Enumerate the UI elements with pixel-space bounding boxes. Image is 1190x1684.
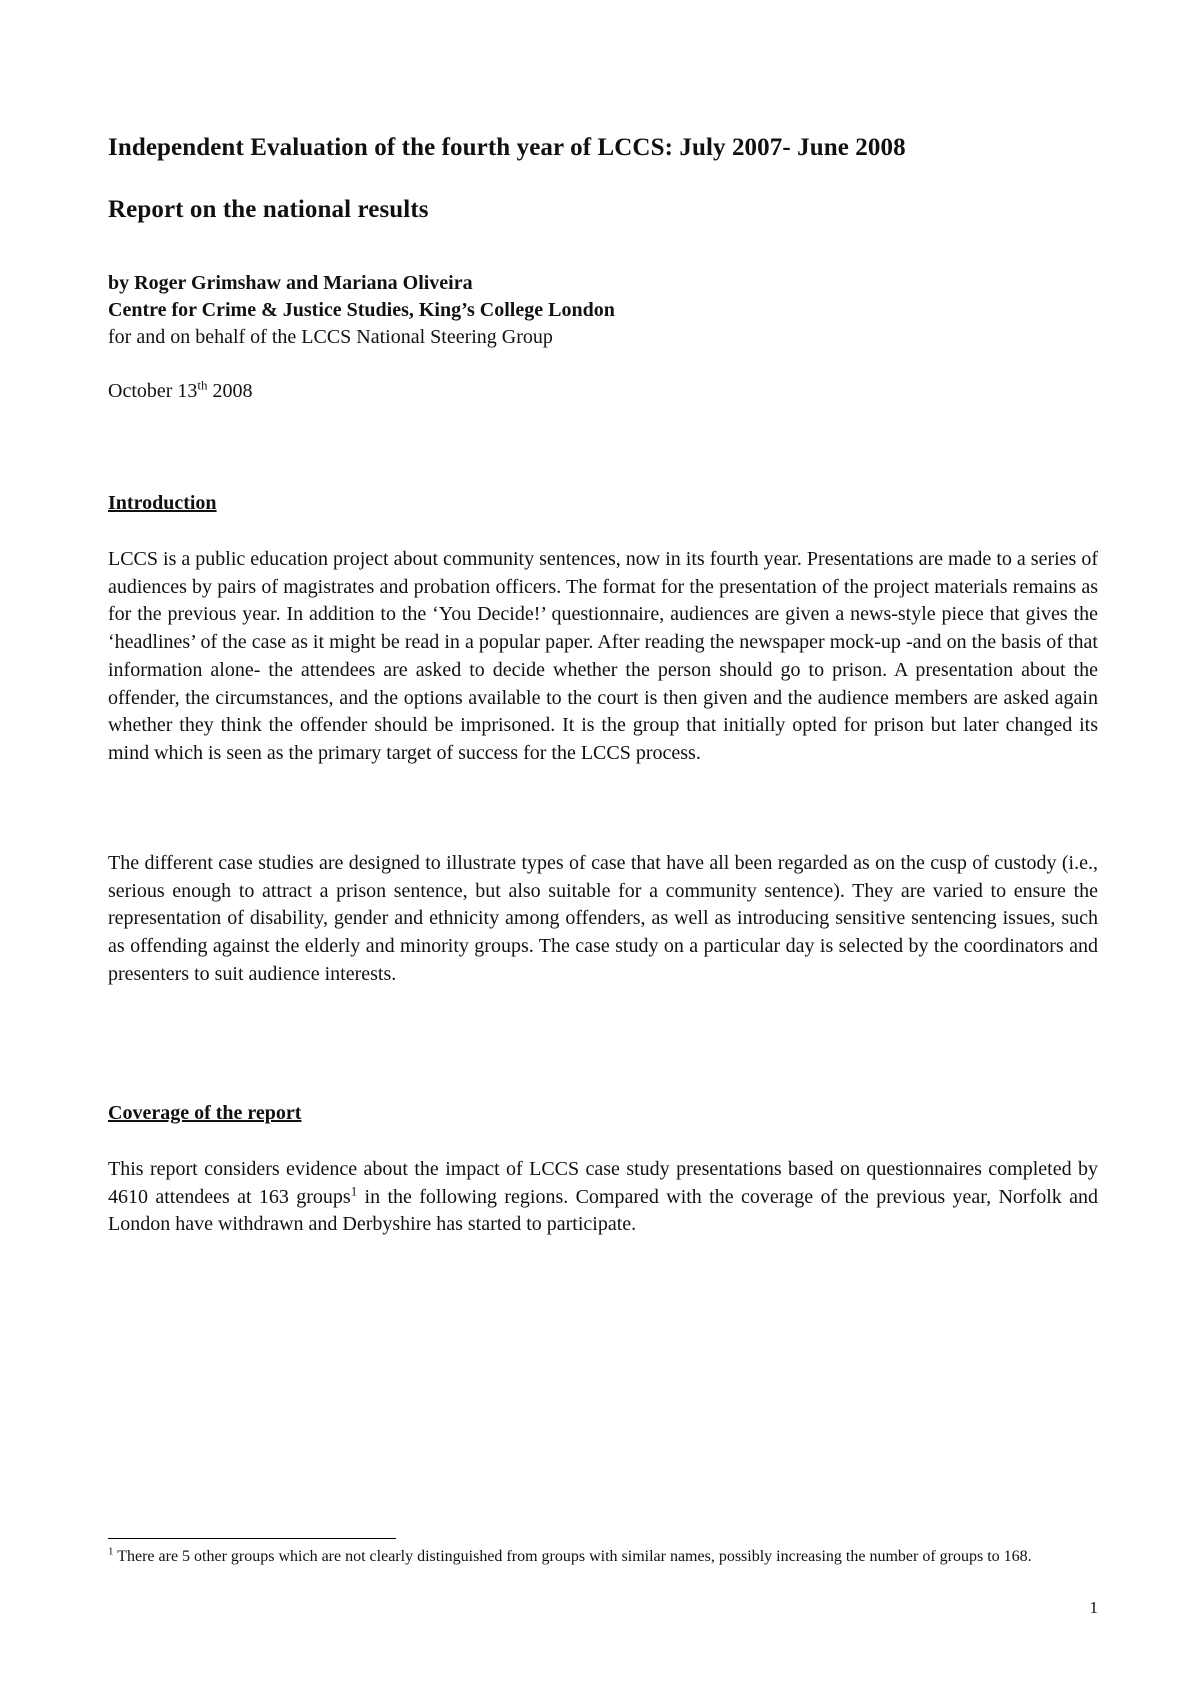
- footnote-text: There are 5 other groups which are not clearly distinguished from groups with similar names, possibly increasing the number of groups to 168.: [113, 1548, 1032, 1565]
- coverage-text-2: in the following regions. Compared with the coverage of the previous year, Norfolk and London have withdrawn and Derbyshire has started to participate.: [108, 1185, 1098, 1236]
- affiliation: Centre for Crime & Justice Studies, King’s College London: [108, 299, 615, 321]
- coverage-text-1: This report considers evidence about the impact of LCCS case study presentations based on questionnaires completed by 4610 attendees at 163 groups: [108, 1158, 1098, 1208]
- report-date: [108, 377, 253, 403]
- footnote: [108, 1546, 1098, 1568]
- introduction-heading: Introduction: [108, 492, 217, 514]
- date-prefix: October 13: [108, 380, 198, 402]
- introduction-paragraph-1: LCCS is a public education project about community sentences, now in its fourth year. Presentations are made to a series of audiences by pairs of magistrates and probation officers. The format for the presentation of the project materials remains as for the previous year. In addition to the ‘You Decide!’ questionnaire, audiences are given a news-style piece that gives the ‘headlines’ of the case as it might be read in a popular paper. After reading the newspaper mock-up -and on the basis of that information alone- the attendees are asked to decide whether the person should go to prison. A presentation about the offender, the circumstances, and the options available to the court is then given and the audience members are asked again whether they think the offender should be imprisoned. It is the group that initially opted for prison but later changed its mind which is seen as the primary target of success for the LCCS process.: [108, 548, 1098, 764]
- document-title: Independent Evaluation of the fourth year of LCCS: July 2007- June 2008: [108, 134, 906, 161]
- date-superscript: th: [197, 377, 208, 393]
- page-number: 1: [1089, 1598, 1098, 1617]
- footnote-reference: 1: [350, 1183, 358, 1199]
- footnote-divider: [108, 1538, 396, 1539]
- date-suffix: 2008: [207, 380, 253, 402]
- document-subtitle: Report on the national results: [108, 196, 429, 223]
- authors: by Roger Grimshaw and Mariana Oliveira: [108, 272, 473, 294]
- footnote-marker: 1: [108, 1545, 114, 1558]
- coverage-paragraph: [108, 1156, 1098, 1239]
- introduction-paragraph-2: The different case studies are designed to illustrate types of case that have all been regarded as on the cusp of custody (i.e., serious enough to attract a prison sentence, but also suitable for a community sentence). They are varied to ensure the representation of disability, gender and ethnicity among offenders, as well as introducing sensitive sentencing issues, such as offending against the elderly and minority groups. The case study on a particular day is selected by the coordinators and presenters to suit audience interests.: [108, 852, 1098, 985]
- on-behalf-line: for and on behalf of the LCCS National Steering Group: [108, 326, 553, 348]
- coverage-heading: Coverage of the report: [108, 1102, 302, 1124]
- author-block: [108, 270, 615, 351]
